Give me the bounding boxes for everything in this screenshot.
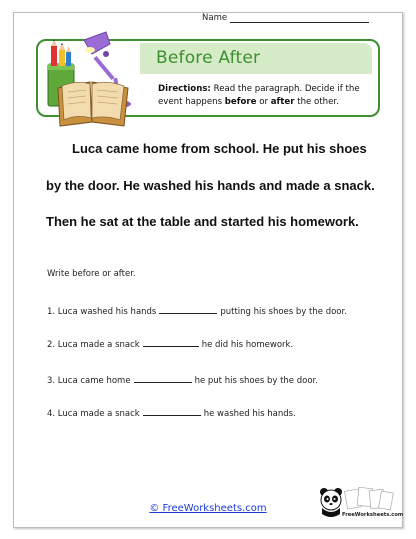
paragraph-text: Luca came home from school. He put his shoes by the door. He washed his hands and made a snack. Then he sat at the table and started his homework. [46,141,375,229]
question-1: 1. Luca washed his hands putting his shoes by the door. [47,307,347,317]
answer-blank-1[interactable] [159,305,217,314]
instructions: Write before or after. [47,269,136,279]
book-lamp-illustration [40,30,144,130]
answer-blank-3[interactable] [134,374,192,383]
directions-label: Directions: [158,84,211,94]
question-2: 2. Luca made a snack he did his homework. [47,340,294,350]
page-title: Before After [156,48,261,68]
question-4: 4. Luca made a snack he washed his hands. [47,409,296,419]
name-label: Name [202,13,228,23]
logo-text: FreeWorksheets.com [342,512,404,518]
worksheet-stack-icon [345,487,394,510]
directions: Directions: Read the paragraph. Decide if the event happens before or after the other. [158,84,360,107]
answer-blank-4[interactable] [143,407,201,416]
panda-icon [320,488,342,517]
reading-paragraph [46,131,376,241]
question-3: 3. Luca came home he put his shoes by the door. [47,376,318,386]
name-row [202,13,369,23]
freeworksheets-link[interactable]: © FreeWorksheets.com [149,503,267,514]
panda-logo [312,484,404,522]
answer-blank-2[interactable] [143,338,199,347]
open-book-icon [58,82,128,126]
name-field[interactable] [230,14,369,23]
pencils-icon [51,39,71,66]
